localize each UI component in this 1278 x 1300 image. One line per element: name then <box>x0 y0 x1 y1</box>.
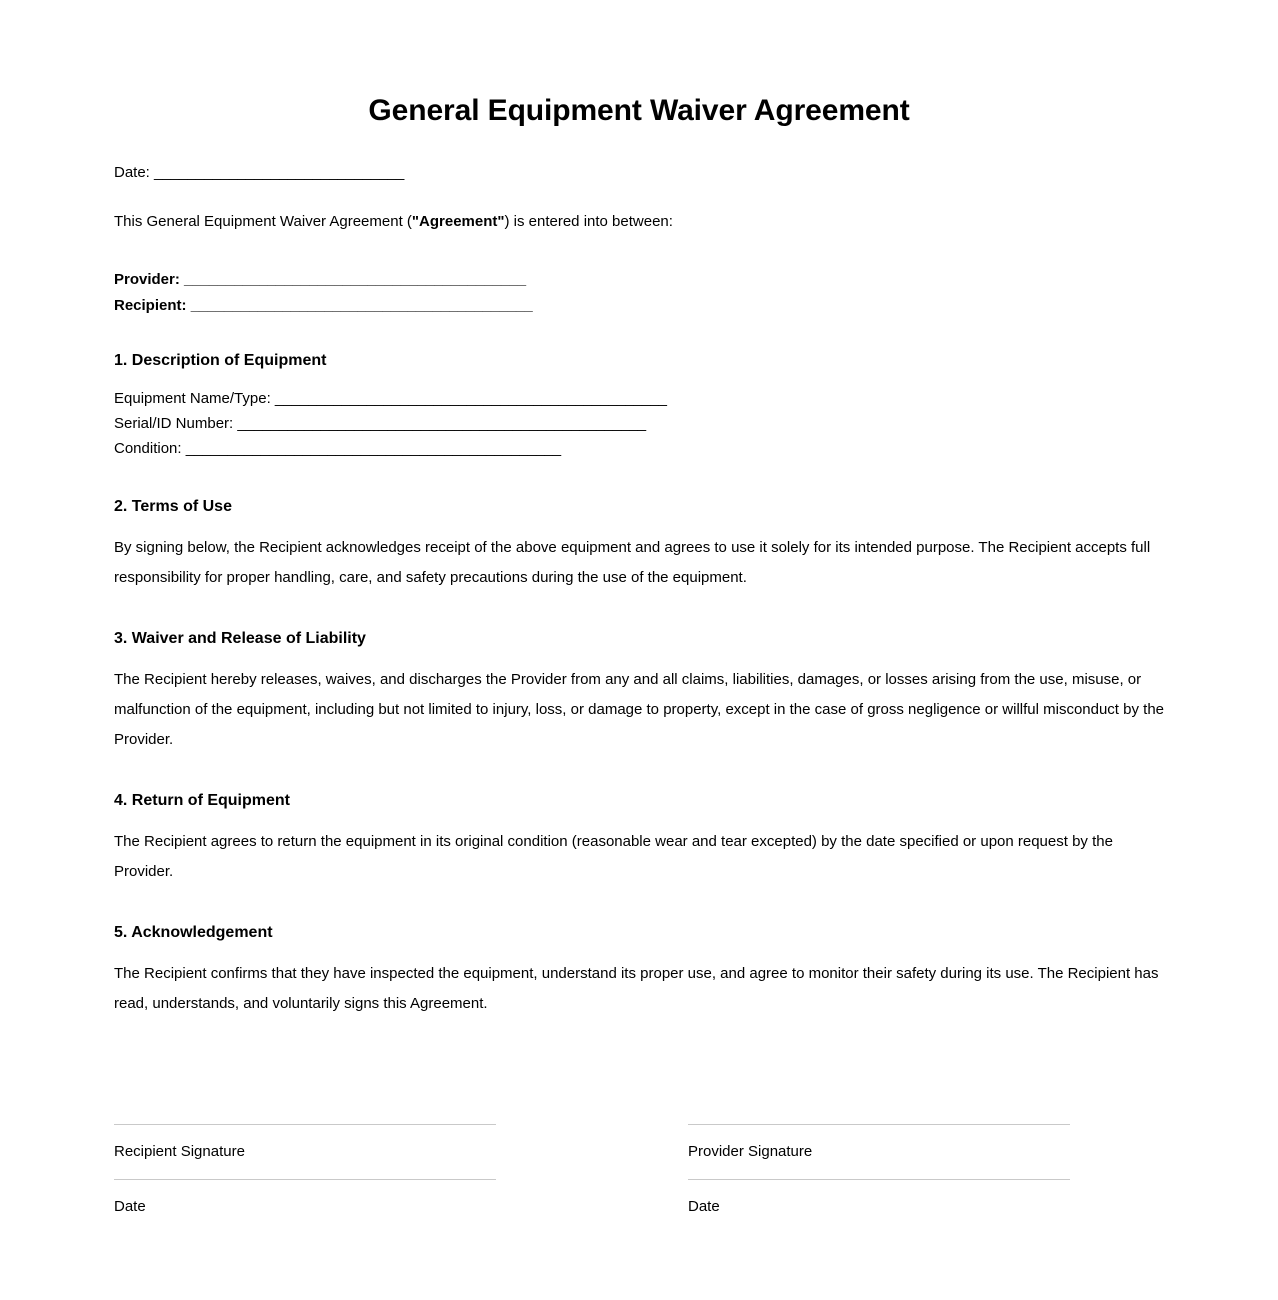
intro-prefix: This General Equipment Waiver Agreement ( <box>114 213 412 230</box>
provider-blank-rule[interactable]: _________________________________________ <box>184 271 527 288</box>
section-heading-3: 3. Waiver and Release of Liability <box>114 630 366 647</box>
equipment-name-row <box>114 386 1164 411</box>
serial-id-blank-rule[interactable]: _________________________________________________ <box>237 415 647 432</box>
signature-column-provider <box>688 1124 1070 1218</box>
section-heading-2: 2. Terms of Use <box>114 498 232 515</box>
section-body-4: The Recipient agrees to return the equipment in its original condition (reasonable wear and tear excepted) by the date specified or upon request by the Provider. <box>114 833 1113 880</box>
recipient-row <box>114 293 1164 319</box>
condition-blank-rule[interactable]: _____________________________________________ <box>185 440 562 457</box>
condition-row <box>114 436 1164 461</box>
intro-defined-term: "Agreement" <box>411 213 505 230</box>
intro-paragraph <box>114 184 1164 233</box>
intro-suffix: ) is entered into between: <box>504 213 673 230</box>
condition-label: Condition: <box>114 440 182 457</box>
section-heading-4: 4. Return of Equipment <box>114 792 290 809</box>
equipment-name-label: Equipment Name/Type: <box>114 390 271 407</box>
recipient-label: Recipient: <box>114 297 187 314</box>
provider-row <box>114 267 1164 293</box>
equipment-name-blank-rule[interactable]: _______________________________________________ <box>274 390 668 407</box>
page-title: General Equipment Waiver Agreement <box>368 94 910 127</box>
date-label: Date: <box>114 164 150 181</box>
date-blank-rule[interactable]: ______________________________ <box>154 164 405 181</box>
recipient-blank-rule[interactable]: _________________________________________ <box>190 297 533 314</box>
provider-label: Provider: <box>114 271 180 288</box>
section-heading-5: 5. Acknowledgement <box>114 924 273 941</box>
section-heading-1: 1. Description of Equipment <box>114 352 327 369</box>
section-body-3: The Recipient hereby releases, waives, and discharges the Provider from any and all claims, liabilities, damages, or losses arising from the use, misuse, or malfunction of the equipment, including but not limited to injury, loss, or damage to property, except in the case of gross negligence or willful misconduct by the Provider. <box>114 671 1165 748</box>
equipment-fields <box>114 373 1164 461</box>
recipient-signature-field[interactable]: Recipient Signature <box>114 1124 496 1179</box>
provider-signature-field[interactable]: Provider Signature <box>688 1124 1070 1179</box>
parties-block <box>114 233 1164 319</box>
section-body-5: The Recipient confirms that they have inspected the equipment, understand its proper use, and agree to monitor their safety during its use. The Recipient has read, understands, and voluntarily signs this Agreement. <box>114 965 1159 1012</box>
signature-block <box>114 1019 1164 1218</box>
serial-id-row <box>114 411 1164 436</box>
section-body-2: By signing below, the Recipient acknowledges receipt of the above equipment and agrees to use it solely for its intended purpose. The Recipient accepts full responsibility for proper handling, care, and safety precautions during the use of the equipment. <box>114 539 1151 586</box>
recipient-date-field[interactable]: Date <box>114 1179 496 1218</box>
date-line <box>114 130 1164 184</box>
signature-column-recipient <box>114 1124 496 1218</box>
provider-date-field[interactable]: Date <box>688 1179 1070 1218</box>
serial-id-label: Serial/ID Number: <box>114 415 234 432</box>
